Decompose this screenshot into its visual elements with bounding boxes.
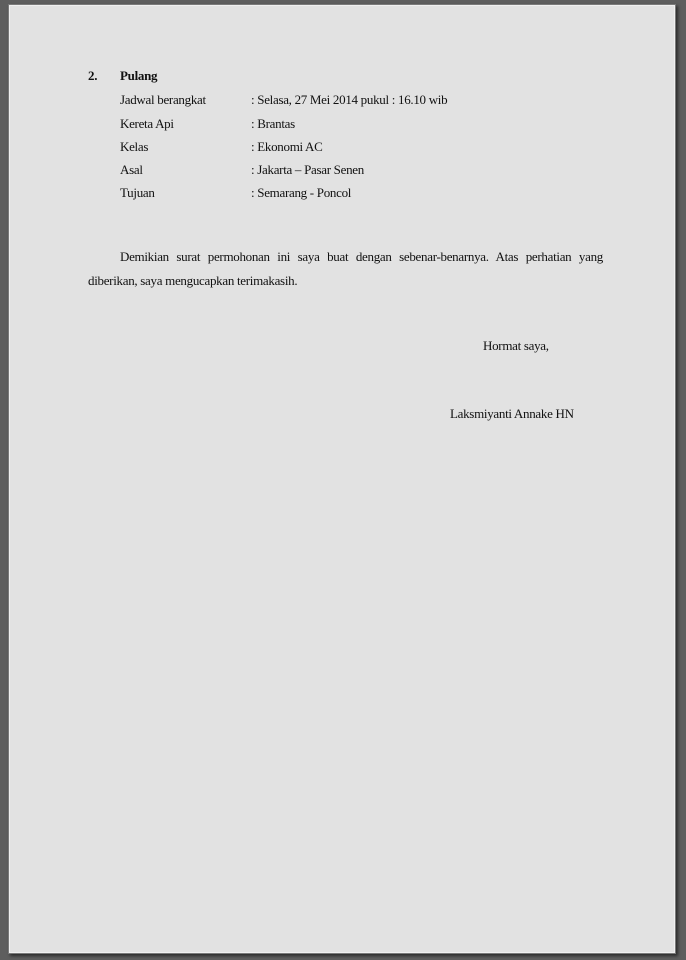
document-page	[8, 4, 676, 954]
detail-value-origin: : Jakarta – Pasar Senen	[251, 162, 364, 177]
detail-value-class: : Ekonomi AC	[251, 139, 323, 154]
section-title: Pulang	[120, 68, 158, 83]
detail-label-class: Kelas	[120, 139, 149, 154]
signature-name: Laksmiyanti Annake HN	[450, 406, 574, 421]
detail-label-origin: Asal	[120, 162, 143, 177]
closing-salutation: Hormat saya,	[483, 338, 549, 353]
detail-value-schedule: : Selasa, 27 Mei 2014 pukul : 16.10 wib	[251, 92, 448, 107]
detail-label-train: Kereta Api	[120, 116, 174, 131]
section-number: 2.	[88, 68, 98, 83]
detail-label-destination: Tujuan	[120, 185, 155, 200]
closing-paragraph: Demikian surat permohonan ini saya buat dengan sebenar-benarnya. Atas perhatian yang diberikan, saya mengucapkan terimakasih.	[88, 249, 603, 288]
detail-value-destination: : Semarang - Poncol	[251, 185, 352, 200]
detail-value-train: : Brantas	[251, 116, 295, 131]
detail-label-schedule: Jadwal berangkat	[120, 92, 206, 107]
